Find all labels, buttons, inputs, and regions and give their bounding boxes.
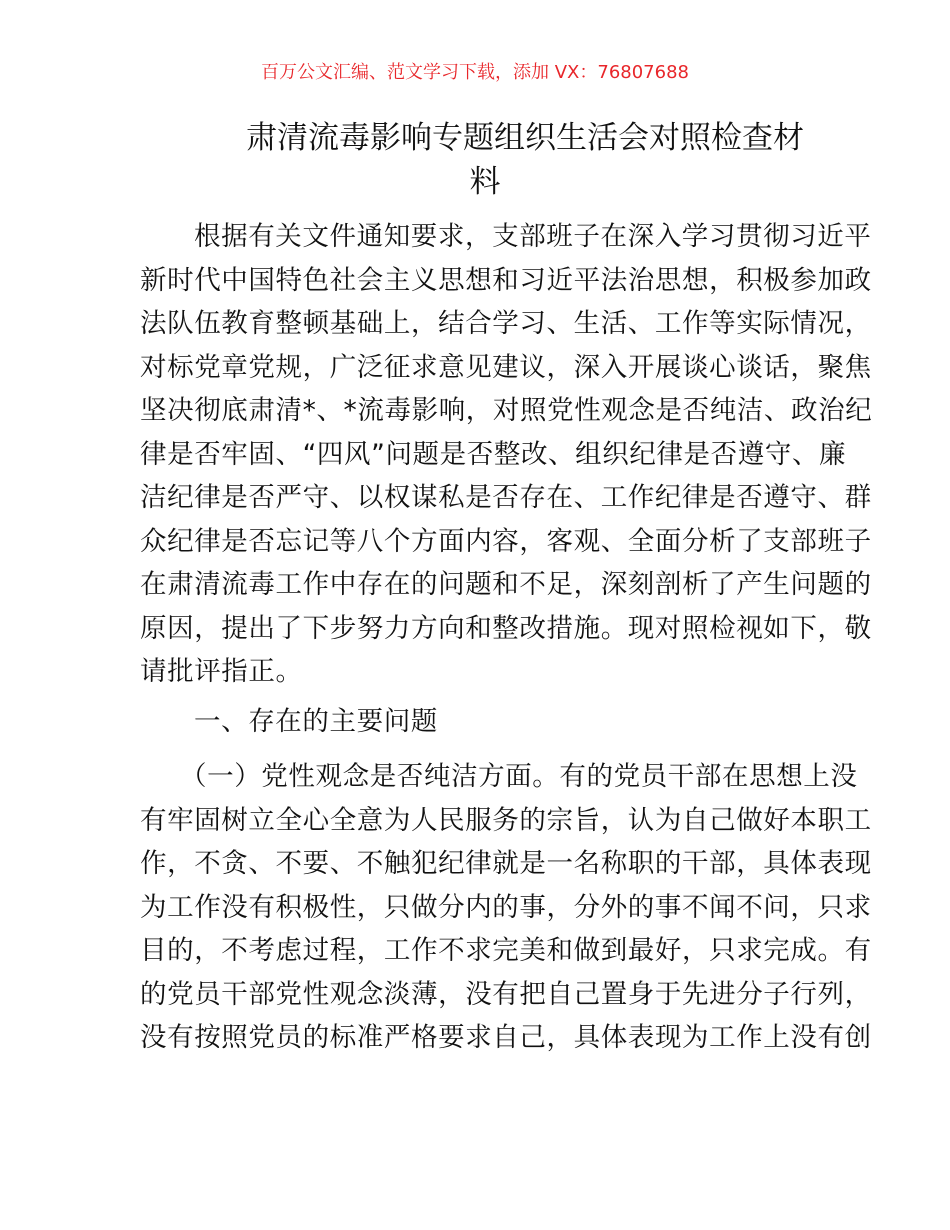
watermark-header: 百万公文汇编、范文学习下载，添加 VX：76807688 bbox=[261, 62, 689, 83]
paragraph-line: （一）党性观念是否纯洁方面。有的党员干部在思想上没 bbox=[180, 761, 858, 792]
paragraph-line: 目的，不考虑过程，工作不求完美和做到最好，只求完成。有 bbox=[140, 935, 872, 966]
paragraph-line: 为工作没有积极性，只做分内的事，分外的事不闻不问，只求 bbox=[140, 891, 872, 923]
paragraph-line: 作，不贪、不要、不触犯纪律就是一名称职的干部，具体表现 bbox=[140, 848, 872, 879]
paragraph-line: 在肃清流毒工作中存在的问题和不足，深刻剖析了产生问题的 bbox=[140, 569, 872, 600]
section-heading-text: 一、存在的主要问题 bbox=[194, 706, 438, 737]
intro-paragraph bbox=[140, 215, 873, 694]
paragraph-line: 根据有关文件通知要求，支部班子在深入学习贯彻习近平 bbox=[194, 221, 872, 252]
paragraph-line: 对标党章党规，广泛征求意见建议，深入开展谈心谈话，聚焦 bbox=[140, 351, 872, 383]
section-paragraph bbox=[140, 755, 872, 1060]
paragraph-line: 洁纪律是否严守、以权谋私是否存在、工作纪律是否遵守、群 bbox=[140, 482, 872, 513]
document-title-line-2: 料 bbox=[469, 164, 501, 200]
paragraph-line: 请批评指正。 bbox=[140, 656, 303, 687]
document-title-line-1: 肃清流毒影响专题组织生活会对照检查材 bbox=[246, 120, 804, 156]
paragraph-line: 有牢固树立全心全意为人民服务的宗旨，认为自己做好本职工 bbox=[140, 804, 872, 836]
paragraph-line: 法队伍教育整顿基础上，结合学习、生活、工作等实际情况， bbox=[140, 308, 872, 339]
section-heading bbox=[140, 700, 830, 744]
paragraph-line: 新时代中国特色社会主义思想和习近平法治思想，积极参加政 bbox=[140, 264, 872, 296]
paragraph-line: 律是否牢固、“四风”问题是否整改、组织纪律是否遵守、廉 bbox=[140, 438, 847, 470]
paragraph-line: 没有按照党员的标准严格要求自己，具体表现为工作上没有创 bbox=[140, 1022, 872, 1053]
paragraph-line: 众纪律是否忘记等八个方面内容，客观、全面分析了支部班子 bbox=[140, 525, 872, 557]
paragraph-line: 的党员干部党性观念淡薄，没有把自己置身于先进分子行列， bbox=[140, 978, 872, 1010]
paragraph-line: 原因，提出了下步努力方向和整改措施。现对照检视如下，敬 bbox=[140, 612, 872, 644]
paragraph-line: 坚决彻底肃清*、*流毒影响，对照党性观念是否纯洁、政治纪 bbox=[140, 395, 873, 426]
